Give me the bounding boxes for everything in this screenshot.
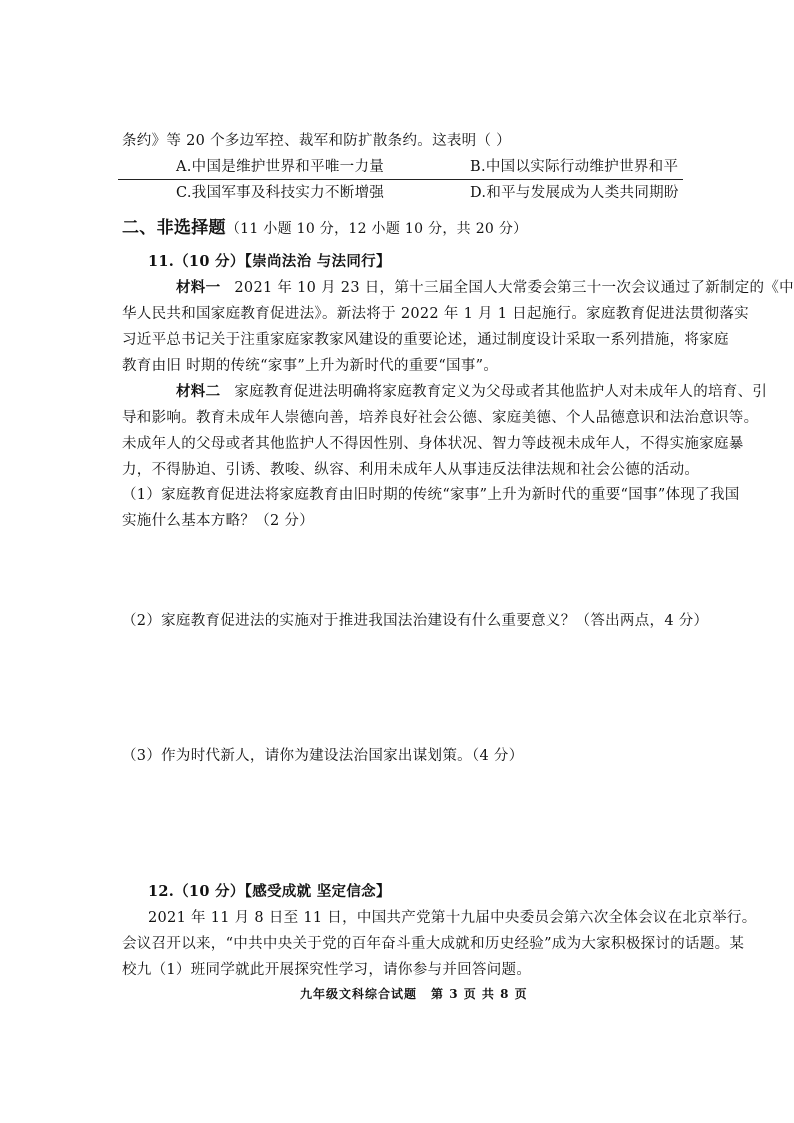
q12-header: 12.（10 分）【感受成就 坚定信念】 (148, 883, 391, 900)
answer-space-2[interactable] (118, 636, 678, 736)
q11-material2-line-2: 导和影响。教育未成年人崇德向善，培养良好社会公德、家庭美德、个人品德意识和法治意识等。 (122, 410, 759, 426)
q11-material1-line-3: 习近平总书记关于注重家庭家教家风建设的重要论述，通过制度设计采取一系列措施，将家庭 (122, 332, 729, 348)
footer (300, 984, 528, 1004)
divider-line (118, 179, 683, 180)
footer-exam-name: 九年级文科综合试题 (300, 987, 418, 1001)
q12-line-2: 会议召开以来，“中共中央关于党的百年奋斗重大成就和历史经验”成为大家积极探讨的话题。某 (122, 936, 745, 952)
material2-label: 材料二 (176, 383, 221, 400)
q11-material1-line-2: 华人民共和国家庭教育促进法》。新法将于 2022 年 1 月 1 日起施行。家庭教育促进法贯彻落实 (122, 306, 749, 322)
q11-material2-line-1 (176, 382, 767, 402)
q12-line-1: 2021 年 11 月 8 日至 11 日，中国共产党第十九届中央委员会第六次全体会议在北京举行。 (148, 910, 757, 926)
q10-stem-tail: 条约》等 20 个多边军控、裁军和防扩散条约。这表明（ ） (122, 133, 511, 149)
section-title: 二、非选择题 (122, 218, 226, 238)
material1-label: 材料一 (176, 279, 221, 296)
answer-space-3[interactable] (118, 771, 678, 871)
q10-option-b: B.中国以实际行动维护世界和平 (470, 159, 679, 175)
answer-space-1[interactable] (118, 536, 678, 606)
q11-header: 11.（10 分）【崇尚法治 与法同行】 (148, 253, 391, 270)
q11-sub1-line-1: （1）家庭教育促进法将家庭教育由旧时期的传统“家事”上升为新时代的重要“国事”体现了我国 (122, 487, 740, 503)
q11-material1-line-1 (176, 278, 794, 298)
section-heading (122, 218, 528, 239)
q12-line-3: 校九（1）班同学就此开展探究性学习，请你参与并回答问题。 (122, 962, 532, 978)
q11-material2-line-4: 力，不得胁迫、引诱、教唆、纵容、利用未成年人从事违反法律法规和社会公德的活动。 (122, 462, 700, 478)
q11-sub2: （2）家庭教育促进法的实施对于推进我国法治建设有什么重要意义？（答出两点，4 分） (122, 613, 709, 629)
q11-material1-line-4: 教育由旧 时期的传统“家事”上升为新时代的重要“国事”。 (122, 358, 499, 374)
q10-option-c: C.我国军事及科技实力不断增强 (176, 185, 385, 201)
q11-sub3: （3）作为时代新人，请你为建设法治国家出谋划策。（4 分） (122, 748, 524, 764)
q11-sub1-line-2: 实施什么基本方略？（2 分） (122, 513, 315, 529)
q11-material2-line-3: 未成年人的父母或者其他监护人不得因性别、身体状况、智力等歧视未成年人，不得实施家庭暴 (122, 436, 744, 452)
section-note: （11 小题 10 分，12 小题 10 分，共 20 分） (225, 221, 528, 237)
q10-option-a: A.中国是维护世界和平唯一力量 (176, 159, 385, 175)
footer-page-info: 第 3 页 共 8 页 (431, 987, 528, 1001)
material1-text: 2021 年 10 月 23 日，第十三届全国人大常委会第三十一次会议通过了新制定的《中 (234, 280, 794, 296)
q10-option-d: D.和平与发展成为人类共同期盼 (470, 185, 679, 201)
material2-text: 家庭教育促进法明确将家庭教育定义为父母或者其他监护人对未成年人的培育、引 (234, 384, 768, 400)
